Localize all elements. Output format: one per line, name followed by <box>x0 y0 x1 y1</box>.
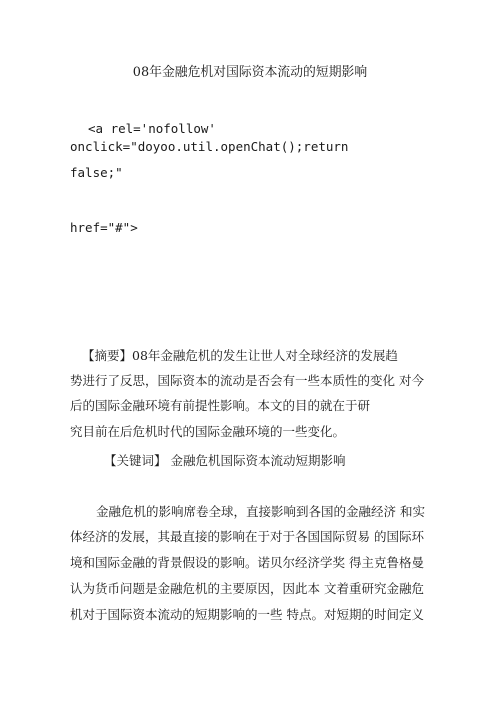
code-line: onclick="doyoo.util.openChat();return <box>70 139 349 154</box>
body-line: 体经济的发展，其最直接的影响在于对于各国国际贸易 的国际环 <box>70 529 424 544</box>
keywords-line: 【关键词】 金融危机国际资本流动短期影响 <box>104 453 346 468</box>
abstract-line: 【摘要】08年金融危机的发生让世人对全球经济的发展趋 <box>82 348 398 363</box>
abstract-line: 后的国际金融环境有前提性影响。本文的目的就在于研 <box>70 398 371 413</box>
body-line: 认为货币问题是金融危机的主要原因，因此本 文着重研究金融危 <box>70 581 424 596</box>
code-line: href="#"> <box>70 220 138 235</box>
body-line: 境和国际金融的背景假设的影响。诺贝尔经济学奖 得主克鲁格曼 <box>70 555 424 570</box>
document-title: 08年金融危机对国际资本流动的短期影响 <box>132 65 368 80</box>
code-line: <a rel='nofollow' <box>88 121 216 136</box>
body-line: 机对于国际资本流动的短期影响的一些 特点。对短期的时间定义 <box>70 607 424 622</box>
body-line: 金融危机的影响席卷全球，直接影响到各国的金融经济 和实 <box>96 504 425 519</box>
abstract-line: 究目前在后危机时代的国际金融环境的一些变化。 <box>70 424 346 439</box>
code-line: false;" <box>70 165 123 180</box>
abstract-line: 势进行了反思，国际资本的流动是否会有一些本质性的变化 对今 <box>70 373 424 388</box>
